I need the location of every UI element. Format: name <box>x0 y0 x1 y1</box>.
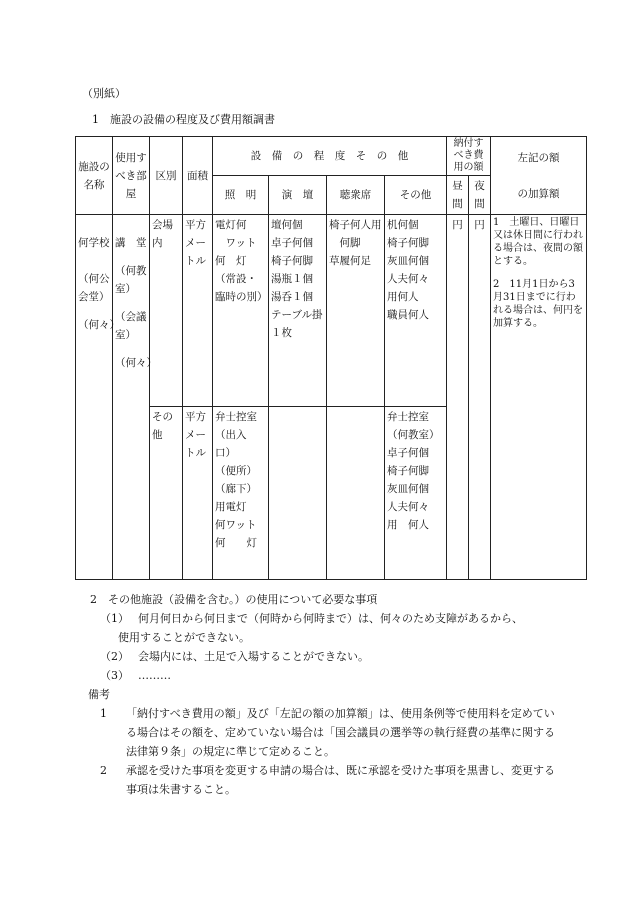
addition-cell <box>491 215 587 580</box>
row2-other: 弁士控室 （何教室） 卓子何個 椅子何脚 灰皿何個 人夫何々 用 何人 <box>385 407 447 580</box>
header-podium: 演 壇 <box>269 176 327 215</box>
header-day: 昼間 <box>447 176 469 215</box>
header-fee: 納付すべき費用の額 <box>447 137 491 176</box>
header-area: 面積 <box>183 137 213 215</box>
addition-note-2: 2 11月1日から3月31日までに行われる場合は、何円を加算する。 <box>493 279 583 329</box>
row1-area: 平方メートル <box>183 215 213 407</box>
header-category: 区別 <box>150 137 183 215</box>
section2-title: 2 その他施設（設備を含む。）の使用について必要な事項 <box>90 593 378 606</box>
facility-name: 何学校 <box>78 237 110 249</box>
item-2 <box>90 647 560 666</box>
header-night: 夜間 <box>469 176 491 215</box>
item-3 <box>90 666 560 685</box>
facility-name-cell <box>76 215 120 580</box>
remark-2-number: 2 <box>100 764 107 777</box>
remarks-title: 備考 <box>88 688 110 701</box>
row2-category: その他 <box>150 407 183 580</box>
room-alt2: （会議室） <box>115 311 147 341</box>
annex-label: （別紙） <box>82 87 126 100</box>
header-lighting: 照 明 <box>213 176 269 215</box>
row1-lighting: 電灯何 ワット 何 灯 （常設・臨時の別） <box>213 215 269 407</box>
header-equipment: 設 備 の 程 度 そ の 他 <box>213 137 447 176</box>
header-other: その他 <box>385 176 447 215</box>
item-3-number: （3） <box>100 669 129 682</box>
header-addition-bottom: の加算額 <box>517 187 560 200</box>
header-audience: 聴衆席 <box>327 176 385 215</box>
addition-note-1: 1 土曜日、日曜日又は休日間に行われる場合は、夜間の額とする。 <box>493 217 583 267</box>
item-1-text: 何月何日から何日まで（何時から何時まで）は、何々のため支障があるから、 <box>138 612 523 625</box>
header-addition-top: 左記の額 <box>517 151 560 164</box>
row2-area: 平方メートル <box>183 407 213 580</box>
row2-audience <box>327 407 385 580</box>
row2-lighting: 弁士控室 （出入口） （便所） （廊下） 用電灯 何ワット 何 灯 <box>213 407 269 580</box>
item-1-continuation: 使用することができない。 <box>118 631 250 644</box>
remark-1-text: 「納付すべき費用の額」及び「左記の額の加算額」は、使用条例等で使用料を定めている場合はその額を、定めていない場合は「国会議員の選挙等の執行経費の基準に関する法律第９条」の規定に準じて定めること。 <box>126 707 555 758</box>
room-main: 講 堂 <box>115 237 147 249</box>
header-room: 使用すべき部屋 <box>113 137 150 215</box>
remark-2 <box>90 761 560 799</box>
remark-2-text: 承認を受けた事項を変更する申請の場合は、既に承認を受けた事項を黒書し、変更する事項は朱書すること。 <box>126 764 555 796</box>
notes-section <box>90 590 560 799</box>
item-1 <box>90 609 560 628</box>
item-2-text: 会場内には、土足で入場することができない。 <box>138 650 369 663</box>
room-alt1: （何教室） <box>115 265 147 295</box>
room-alt3: （何々） <box>115 357 157 369</box>
header-addition <box>491 137 587 215</box>
room-cell <box>113 215 157 580</box>
item-2-number: （2） <box>100 650 129 663</box>
remark-1 <box>90 704 560 761</box>
section1-title: 1 施設の設備の程度及び費用額調書 <box>92 113 275 126</box>
facility-name-alt2: （何々） <box>78 319 120 331</box>
facility-name-alt1: （何公会堂） <box>78 273 110 303</box>
night-fee: 円 <box>469 215 491 580</box>
facility-cost-table <box>75 136 587 580</box>
row1-category: 会場内 <box>150 215 183 407</box>
row1-other: 机何個 椅子何脚 灰皿何個 人夫何々 用何人 職員何人 <box>385 215 447 407</box>
remark-1-number: 1 <box>100 707 107 720</box>
item-1-number: （1） <box>100 612 129 625</box>
row1-podium: 壇何個 卓子何個 椅子何脚 湯瓶１個 湯呑１個 テーブル掛１枚 <box>269 215 327 407</box>
row2-podium <box>269 407 327 580</box>
item-3-text: ……… <box>138 669 171 682</box>
row1-audience: 椅子何人用 何脚 草履何足 <box>327 215 385 407</box>
day-fee: 円 <box>447 215 469 580</box>
header-facility-name: 施設の名称 <box>76 137 113 215</box>
